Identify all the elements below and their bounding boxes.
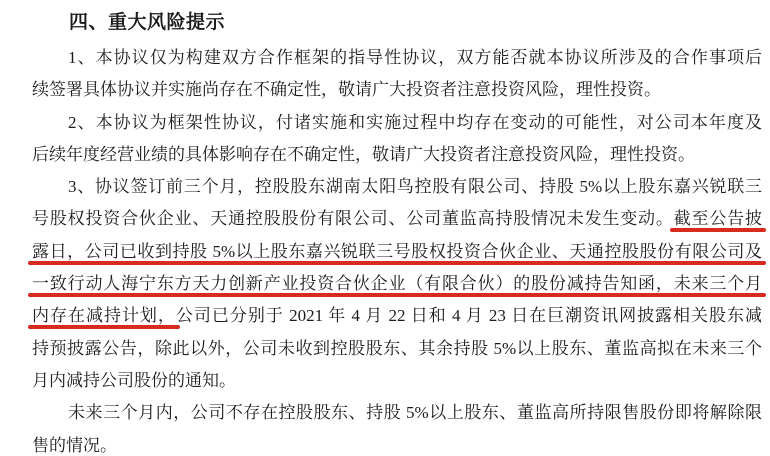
paragraph3-line2-red-underlined-text: 截至公告披 [673,209,763,229]
paragraph3-line3-red-underlined-text: 露日，公司已收到持股 5%以上股东嘉兴锐联三号股权投资合伙企业、天通控股股份有限公司及 [32,241,762,261]
paragraph3-line1: 3、协议签订前三个月，控股股东湖南太阳鸟控股有限公司、持股 5%以上股东嘉兴锐联三 [68,177,762,197]
paragraph4-line2: 售的情况。 [32,435,117,455]
paragraph1-line2: 续签署具体协议并实施尚存在不确定性，敬请广大投资者注意投资风险，理性投资。 [32,80,661,100]
paragraph3-line6: 持预披露公告，除此以外，公司未收到控股股东、其余持股 5%以上股东、董监高拟在未来三个 [32,338,762,358]
paragraph3-line7: 月内减持公司股份的通知。 [32,370,236,390]
paragraph3-line2 [32,203,762,235]
paragraph1-line1: 1、本协议仅为构建双方合作框架的指导性协议，双方能否就本协议所涉及的合作事项后 [68,48,762,67]
paragraph3-line5 [32,300,762,332]
paragraph2-line2: 后续年度经营业绩的具体影响存在不确定性，敬请广大投资者注意投资风险，理性投资。 [32,144,695,164]
paragraph3-line4-red-underlined-text: 一致行动人海宁东方天力创新产业投资合伙企业（有限合伙）的股份减持告知函，未来三个月 [32,274,762,294]
document-body [32,42,762,456]
paragraph4-line1: 未来三个月内，公司不存在控股股东、持股 5%以上股东、董监高所持限售股份即将解除限 [68,403,762,423]
paragraph3-line5-red-underlined-text: 内存在减持计划， [32,306,176,326]
paragraph3-line5-plain-text: 公司已分别于 2021 年 4 月 22 日和 4 月 23 日在巨潮资讯网披露相关股东减 [175,306,763,326]
paragraph3-line4 [32,268,762,300]
paragraph3-line2-plain-text: 号股权投资合伙企业、天通控股股份有限公司、公司董监高持股情况未发生变动。 [32,209,674,229]
paragraph3-line3 [32,236,762,268]
paragraph2-line1: 2、本协议为框架性协议，付诸实施和实施过程中均存在变动的可能性，对公司本年度及 [68,112,762,132]
section-heading: 四、重大风险提示 [69,12,226,33]
